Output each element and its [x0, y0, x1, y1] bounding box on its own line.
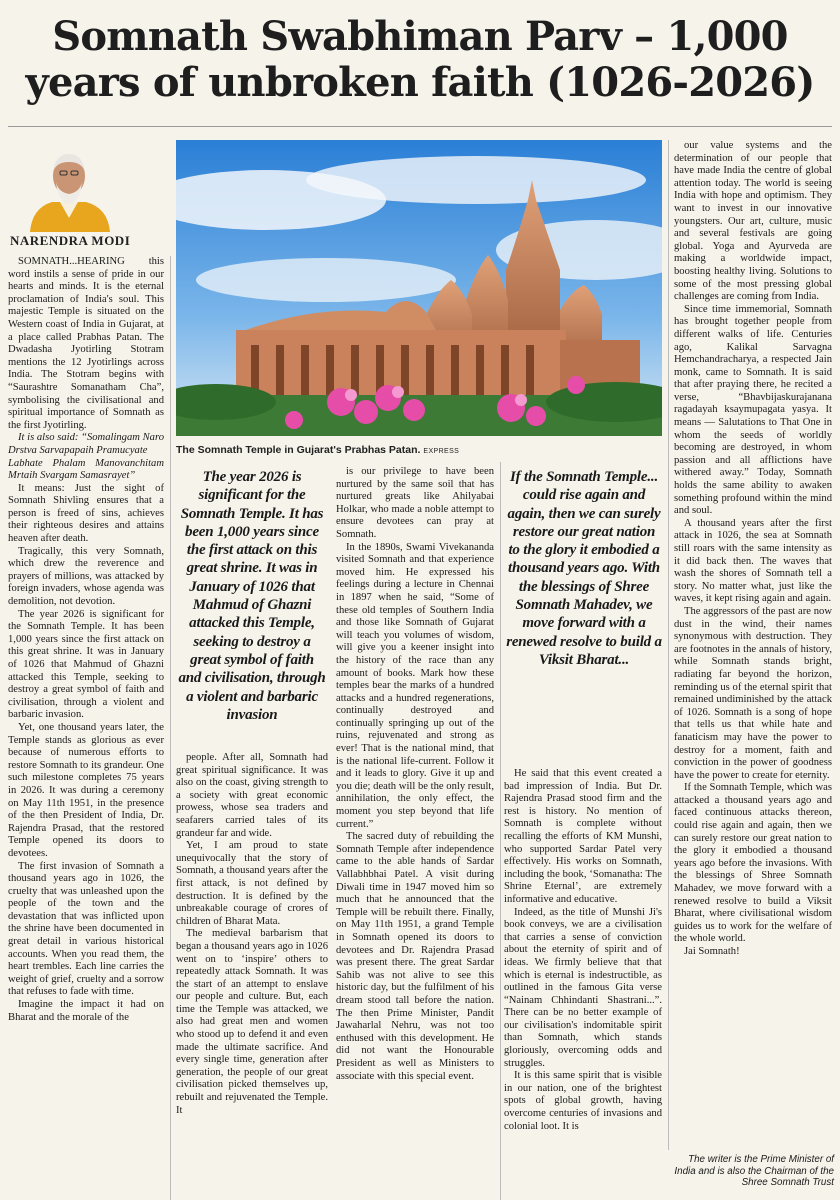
pull-quote-1: The year 2026 is significant for the Somnath Temple. It has been 1,000 years since the first attack on this great shrine. It was in January of 1026 that Mahmud of Ghazni attacked this Temple, seeking to destroy a great symbol of faith and civilisation, through a violent and barbaric invasion [178, 469, 326, 723]
article-paragraph: The aggressors of the past are now dust in the wind, their names synonymous with destruction. They are footnotes in the annals of history, while Somnath stands bright, radiating far beyond the horizon, reminding us of the eternal spirit that remained undiminished by the attack of 1026. Somnath is a song of hope that tells us that while hate and fanaticism may have the power to destroy for a moment, faith and conviction in the power of goodness have the power to create for eternity. [674, 605, 832, 781]
article-paragraph: He said that this event created a bad impression of India. But Dr. Rajendra Prasad stood firm and the rest is history. No mention of Somnath is complete without recalling the efforts of KM Munshi, who supported Sardar Patel very effectively. His works on Somnath, including the book, ‘Somanatha: The Shrine Eternal’, are extremely informative and educative. [504, 768, 662, 905]
article-paragraph: our value systems and the determination of our people that have made India the centre of global attention today. The world is seeing India with hope and optimism. They want to invest in our innovative youngsters. Our art, culture, music and several festivals are going global. Yoga and Ayurveda are making a worldwide impact, boosting healthy living. Solutions to some of the most pressing global challenges are coming from India. [674, 140, 832, 303]
article-column-3 [336, 466, 494, 1083]
pull-quote-2: If the Somnath Temple... could rise again and again, then we can surely restore our great nation to the glory it embodied a thousand years ago. With the blessings of Shree Somnath Mahadev, we move forward with a renewed resolve to build a Viksit Bharat... [506, 469, 662, 668]
caption-text: The Somnath Temple in Gujarat's Prabhas Patan. [176, 444, 421, 456]
headline-line-1: Somnath Swabhiman Parv – 1,000 [52, 13, 788, 60]
article-paragraph: Labhate Phalam Manovanchitam Mrtaih Svargam Samasrayet” [8, 457, 164, 482]
column-divider [668, 140, 669, 1150]
article-column-5 [674, 140, 832, 959]
article-paragraph: people. After all, Somnath had great spiritual significance. It was also on the coast, giving strength to a society with great economic prowess, whose sea traders and seafarers carried tales of its grandeur far and wide. [176, 752, 328, 839]
article-column-4 [504, 768, 662, 1133]
headline-rule [8, 126, 832, 127]
caption-credit: EXPRESS [423, 448, 460, 455]
author-footnote: The writer is the Prime Minister of India and is also the Chairman of the Shree Somnath Trust [674, 1154, 834, 1189]
headline [0, 14, 840, 106]
headline-line-2: years of unbroken faith (1026-2026) [25, 59, 815, 106]
article-paragraph: The first invasion of Somnath a thousand years ago in 1026, the cruelty that was unleashed upon the people of the town and the devastation that was inflicted upon the shrine have been documented in great detail in various historical accounts. When you read them, the heart trembles. Each line carries the weight of grief, cruelty and a sorrow that refuses to fade with time. [8, 860, 164, 998]
article-paragraph: The sacred duty of rebuilding the Somnath Temple after independence came to the able hands of Sardar Vallabhbhai Patel. A visit during Diwali time in 1947 moved him so much that he announced that the Temple will be rebuilt there. Finally, on May 11th 1951, a grand Temple in Somnath opened its doors to devotees and Dr. Rajendra Prasad was present there. The great Sardar Sahib was not alive to see this historic day, but the fulfilment of his dream stood tall before the nation. The then Prime Minister, Pandit Jawaharlal Nehru, was not too enthused with this development. He did not want the Honourable President as well as Ministers to associate with this special event. [336, 831, 494, 1082]
temple-photo [176, 140, 662, 436]
author-byline: NARENDRA MODI [10, 233, 131, 248]
article-paragraph: If the Somnath Temple, which was attacked a thousand years ago and faced continuous attacks thereon, could rise again and again, then we can surely restore our great nation to the glory it embodied a thousand years ago before the invasions. With the blessings of Shree Somnath Mahadev, we move forward with a renewed resolve to build a Viksit Bharat, where civilisational wisdom guides us to work for the welfare of the whole world. [674, 782, 832, 945]
article-paragraph: In the 1890s, Swami Vivekananda visited Somnath and that experience moved him. He expressed his feelings during a lecture in Chennai in 1897 when he said, “Some of these old temples of Southern India and those like Somnath of Gujarat will teach you volumes of wisdom, will give you a keener insight into the history of the race than any amount of books. Mark how these temples bear the marks of a hundred attacks and a hundred regenerations, continually destroyed and continually springing up out of the ruins, rejuvenated and strong as ever! That is the national mind, that is the national life-current. Follow it and it leads to glory. Give it up and you die; death will be the only result, annihilation, the only effect, the moment you step beyond that life current.” [336, 541, 494, 830]
article-paragraph: The medieval barbarism that began a thousand years ago in 1026 went on to ‘inspire’ others to repeatedly attack Somnath. It was the start of an attempt to enslave our people and culture. But, each time the Temple was attacked, we also had great men and women who stood up to defend it and even made the ultimate sacrifice. And every single time, generation after generation, the people of our great civilisation picked themselves up, rebuilt and rejuvenated the Temple. It [176, 928, 328, 1116]
article-paragraph: The year 2026 is significant for the Somnath Temple. It has been 1,000 years since the first attack on this great shrine. It was in January of 1026 that Mahmud of Ghazni attacked this Temple, seeking to destroy a great symbol of faith and civilisation, through a violent and barbaric invasion. [8, 608, 164, 721]
column-divider [170, 256, 171, 1200]
photo-caption [176, 444, 662, 456]
article-paragraph: Jai Somnath! [684, 946, 740, 957]
column-divider [500, 462, 501, 1200]
article-paragraph: A thousand years after the first attack in 1026, the sea at Somnath still roars with the same intensity as it did back then. The waves that wash the shores of Somnath tell a story. No matter what, just like the waves, it kept rising again and again. [674, 517, 832, 605]
article-paragraph: Tragically, this very Somnath, which drew the reverence and prayers of millions, was attacked by foreign invaders, whose agenda was demolition, not devotion. [8, 545, 164, 608]
article-paragraph: is our privilege to have been nurtured by the same soil that has nurtured greats like Ahilyabai Holkar, who made a noble attempt to ensure devotees can pray at Somnath. [336, 466, 494, 540]
article-paragraph: Yet, one thousand years later, the Temple stands as glorious as ever because of numerous efforts to restore Somnath to its grandeur. One such milestone completes 75 years in 2026. It was during a ceremony on May 11th 1951, in the presence of the then President of India, Dr. Rajendra Prasad, that the restored Temple opened its doors to devotees. [8, 721, 164, 859]
article-paragraph: It means: Just the sight of Somnath Shivling ensures that a person is freed of sins, achieves their righteous desires and attains heaven after death. [8, 482, 164, 545]
article-paragraph: Imagine the impact it had on Bharat and the morale of the [8, 999, 164, 1023]
article-paragraph: It is also said: “Somalingam Naro Drstva Sarvapapaih Pramucyate [8, 432, 164, 456]
article-paragraph: Yet, I am proud to state unequivocally that the story of Somnath, a thousand years after the first attack, is not defined by destruction. It is defined by the unbreakable courage of crores of children of Bharat Mata. [176, 840, 328, 927]
article-paragraph: It is this same spirit that is visible in our nation, one of the brightest spots of global growth, having overcome centuries of invasions and colonial loot. It is [504, 1070, 662, 1132]
author-portrait [10, 142, 128, 232]
article-paragraph: SOMNATH...HEARING this word instils a sense of pride in our hearts and minds. It is the eternal proclamation of India's soul. This majestic Temple is situated on the Western coast of India in Gujarat, at a place called Prabhas Patan. The Dwadasha Jyotirling Stotram mentions the 12 Jyotirlings across India. The Stotram begins with “Saurashtre Somanatham Cha”, symbolising the civilisational and spiritual importance of Somnath as the first Jyotirling. [8, 256, 164, 431]
article-paragraph: Since time immemorial, Somnath has brought together people from different walks of life. Centuries ago, Kalikal Sarvagna Hemchandracharya, a respected Jain monk, came to Somnath. It is said that after praying there, he recited a verse, “Bhavbijaskurajanana ragadayah ksaymupagata yasya. It means — Salutations to That One in whom the seeds of worldly becoming are destroyed, in whom passion and all afflictions have withered away.” Today, Somnath holds the same ability to awaken something profound within the mind and soul. [674, 303, 832, 517]
article-column-1 [8, 256, 164, 1024]
article-column-2 [176, 752, 328, 1117]
article-paragraph: Indeed, as the title of Munshi Ji's book conveys, we are a civilisation that carries a sense of conviction about the eternity of spirit and of ideas. We firmly believe that that which is eternal is indestructible, as outlined in the famous Gita verse “Nainam Chhindanti Shastrani...”. There can be no better example of our civilisation's indomitable spirit than Somnath, which stands gloriously, overcoming odds and struggles. [504, 906, 662, 1069]
